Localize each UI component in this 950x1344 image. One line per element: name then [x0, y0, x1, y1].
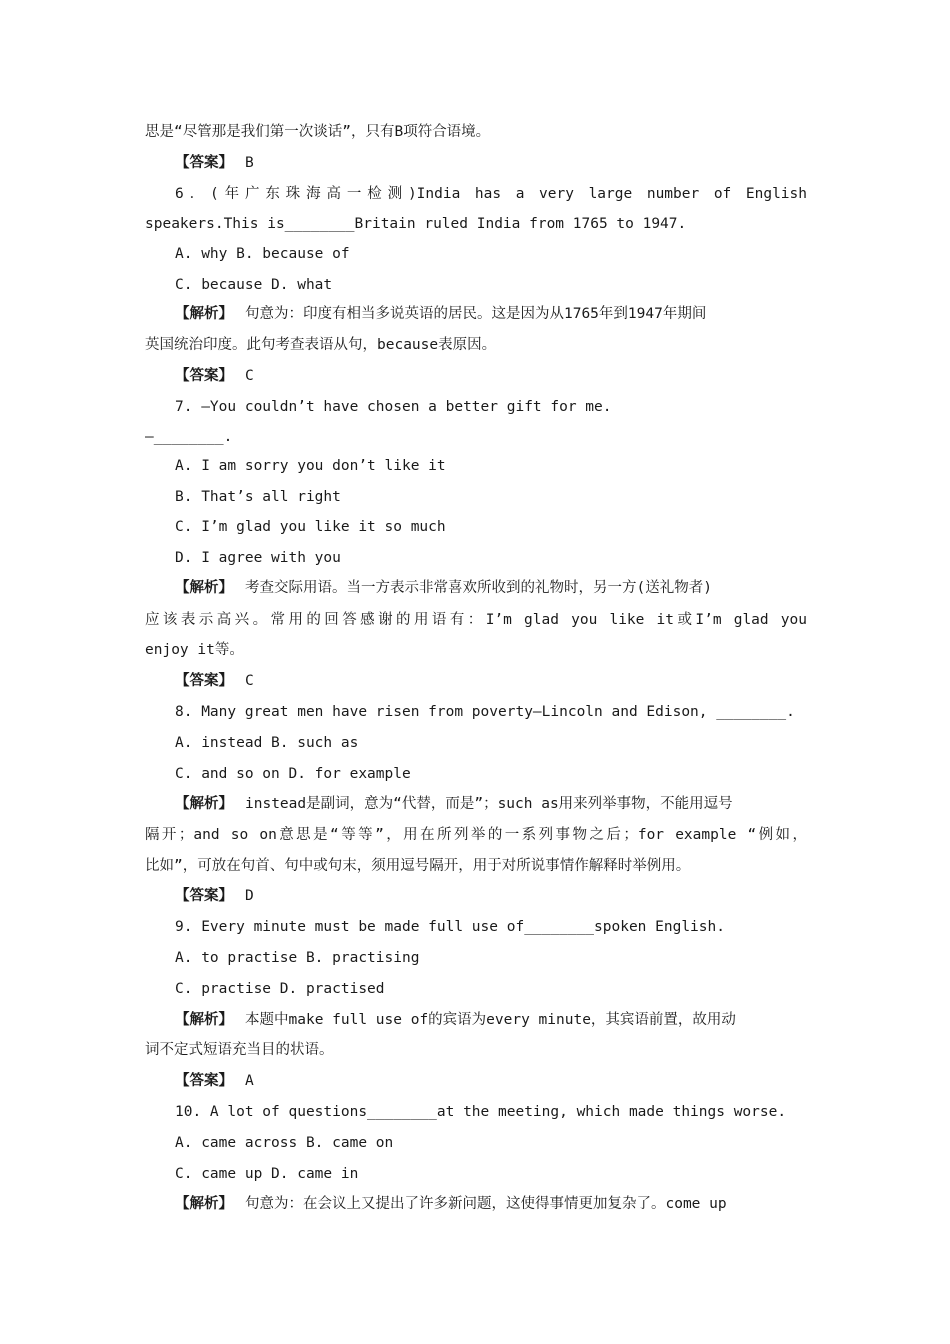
question-10-line: 10. A lot of questions________at the meeting, which made things worse.: [175, 1104, 787, 1120]
analysis-line: [175, 578, 807, 598]
answer-label: 【答案】: [175, 673, 233, 689]
question-8-line: 8. Many great men have risen from poverty—Lincoln and Edison, ________.: [175, 704, 795, 720]
analysis-label: 【解析】: [175, 1012, 233, 1028]
option-line: D. I agree with you: [175, 550, 341, 566]
answer-value: C: [245, 673, 254, 689]
answer-label: 【答案】: [175, 1073, 233, 1089]
question-6-line: 6．(年广东珠海高一检测)India has a very large number of English: [175, 186, 807, 202]
answer-line: [175, 671, 807, 691]
analysis-label: 【解析】: [175, 1196, 233, 1212]
option-line: C. I’m glad you like it so much: [175, 519, 446, 535]
answer-value: D: [245, 888, 254, 904]
analysis-text: 考查交际用语。当一方表示非常喜欢所收到的礼物时，另一方(送礼物者): [245, 580, 712, 596]
option-line: A. came across B. came on: [175, 1135, 394, 1151]
analysis-label: 【解析】: [175, 796, 233, 812]
paragraph-line: —________.: [145, 429, 233, 445]
analysis-text: 句意为：印度有相当多说英语的居民。这是因为从1765年到1947年期间: [245, 306, 707, 322]
analysis-line: [175, 794, 807, 814]
question-9-line: 9. Every minute must be made full use of________spoken English.: [175, 919, 725, 935]
paragraph-line: speakers.This is________Britain ruled India from 1765 to 1947.: [145, 216, 687, 232]
analysis-text: instead是副词，意为“代替，而是”；such as用来列举事物，不能用逗号: [245, 796, 733, 812]
paragraph-line: enjoy it等。: [145, 642, 244, 658]
analysis-line: [175, 1194, 807, 1214]
paragraph-line: 比如”，可放在句首、句中或句末，须用逗号隔开，用于对所说事情作解释时举例用。: [145, 858, 691, 874]
answer-value: A: [245, 1073, 254, 1089]
answer-line: [175, 1071, 807, 1091]
answer-value: B: [245, 155, 254, 171]
answer-line: [175, 366, 807, 386]
paragraph-line: 思是“尽管那是我们第一次谈话”，只有B项符合语境。: [145, 124, 491, 140]
option-line: C. and so on D. for example: [175, 766, 411, 782]
question-7-line: 7. —You couldn’t have chosen a better gift for me.: [175, 399, 612, 415]
answer-value: C: [245, 368, 254, 384]
option-line: C. because D. what: [175, 277, 333, 293]
analysis-label: 【解析】: [175, 580, 233, 596]
analysis-line: [175, 304, 807, 324]
answer-line: [175, 153, 807, 173]
option-line: A. to practise B. practising: [175, 950, 420, 966]
paragraph-line: 英国统治印度。此句考查表语从句，because表原因。: [145, 337, 497, 353]
analysis-text: 句意为：在会议上又提出了许多新问题，这使得事情更加复杂了。come up: [245, 1196, 727, 1212]
answer-label: 【答案】: [175, 888, 233, 904]
analysis-text: 本题中make full use of的宾语为every minute，其宾语前置，故用动: [245, 1012, 736, 1028]
option-line: C. practise D. practised: [175, 981, 385, 997]
answer-label: 【答案】: [175, 368, 233, 384]
option-line: C. came up D. came in: [175, 1166, 359, 1182]
paragraph-line: 词不定式短语充当目的状语。: [145, 1042, 334, 1058]
analysis-line: [175, 1010, 807, 1030]
paragraph-line: 应该表示高兴。常用的回答感谢的用语有：I’m glad you like it或I’m glad you: [145, 612, 807, 628]
option-line: A. I am sorry you don’t like it: [175, 458, 446, 474]
option-line: B. That’s all right: [175, 489, 341, 505]
option-line: A. instead B. such as: [175, 735, 359, 751]
option-line: A. why B. because of: [175, 246, 350, 262]
analysis-label: 【解析】: [175, 306, 233, 322]
answer-line: [175, 886, 807, 906]
paragraph-line: 隔开；and so on意思是“等等”，用在所列举的一系列事物之后；for example “例如，: [145, 827, 807, 843]
answer-label: 【答案】: [175, 155, 233, 171]
